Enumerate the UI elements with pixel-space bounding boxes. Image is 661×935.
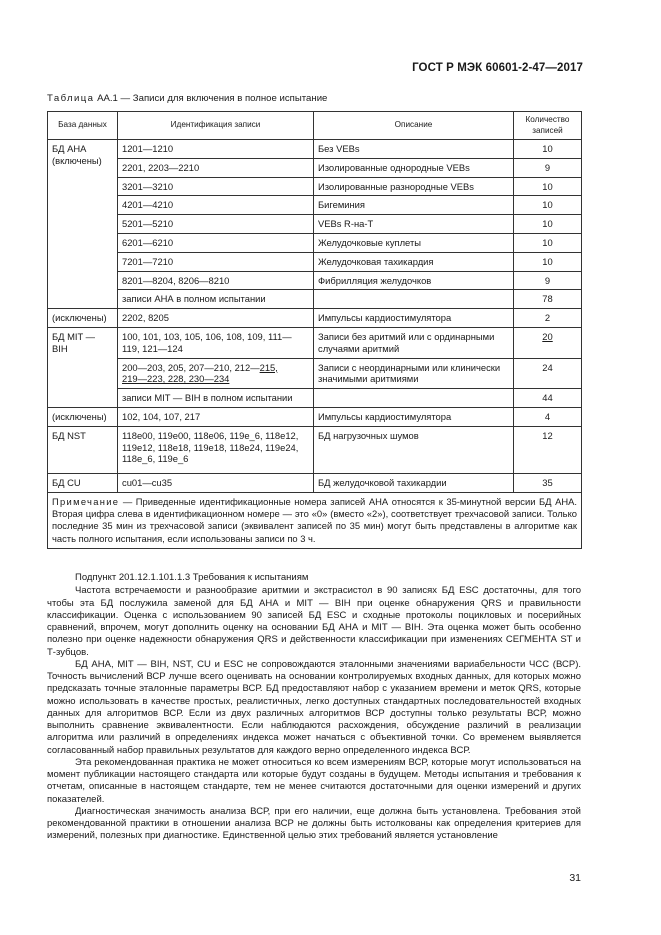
table-row — [48, 358, 582, 389]
count-cell: 2 — [514, 309, 582, 328]
count-value: 20 — [542, 330, 553, 342]
record-id-cell: 1201—1210 — [118, 140, 314, 159]
paragraph: Диагностическая значимость анализа ВСР, при его наличии, еще должна быть установлена. Требования этой рекомендованной практики в отношении анализа ВСР не должны быть истолкованы как определения критериев для измерений, полезных при диагностике. Единственной целью этих требований является установление — [47, 805, 581, 842]
table-row — [48, 158, 582, 177]
description-cell: Импульсы кардиостимулятора — [314, 407, 514, 426]
description-cell: Импульсы кардиостимулятора — [314, 309, 514, 328]
table-row — [48, 309, 582, 328]
table-row — [48, 252, 582, 271]
body-text — [47, 572, 581, 843]
description-cell: БД желудочковой тахикардии — [314, 474, 514, 493]
record-id-cell: 2202, 8205 — [118, 309, 314, 328]
table-row — [48, 140, 582, 159]
record-id-cell: 3201—3210 — [118, 177, 314, 196]
table-note — [48, 492, 582, 548]
header-record-id: Идентификация записи — [118, 112, 314, 140]
db-cell: БД АНА (включены) — [48, 140, 118, 309]
note-label: Примечание — [52, 495, 120, 507]
description-cell: Фибрилляция желудочков — [314, 271, 514, 290]
description-cell: Желудочковая тахикардия — [314, 252, 514, 271]
table-row — [48, 474, 582, 493]
count-cell: 9 — [514, 158, 582, 177]
table-caption-title: АА.1 — Записи для включения в полное испытание — [94, 93, 328, 104]
table-row — [48, 389, 582, 408]
description-cell: Без VEBs — [314, 140, 514, 159]
db-cell: БД CU — [48, 474, 118, 493]
description-cell — [314, 290, 514, 309]
count-cell: 12 — [514, 426, 582, 473]
count-cell: 4 — [514, 407, 582, 426]
table-row — [48, 233, 582, 252]
paragraph: Эта рекомендованная практика не может относиться ко всем измерениям ВСР, которые могут использоваться на момент публикации настоящего стандарта или которые будут созданы в будущем. Методы испытания и требования к отчетам, описанные в настоящем стандарте, тем не менее считаются достаточными для оценки измерений и других показателей. — [47, 756, 581, 805]
count-cell: 10 — [514, 215, 582, 234]
count-cell: 10 — [514, 252, 582, 271]
record-id-cell — [118, 358, 314, 389]
record-id-cell: 6201—6210 — [118, 233, 314, 252]
header-description: Описание — [314, 112, 514, 140]
table-caption-label: Таблица — [47, 93, 95, 104]
record-id-cell: 2201, 2203—2210 — [118, 158, 314, 177]
paragraph: БД АНА, MIT — BIH, NST, CU и ESC не сопровождаются эталонными значениями вариабельности ЧСС (ВСР). Точность вычислений ВСР лучше всего оценивать на основании контролируемых входных данных, для которых можно предсказать точные эталонные параметры ВСР. БД предоставляют набор с указанием времени и меток QRS, которые можно использовать в качестве простых, реалистичных, легко доступных стандартных последовательностей входных данных для алгоритмов ВСР. Если из двух различных алгоритмов ВСР доступны только результаты ВСР, можно выполнить сравнение эквивалентности. Если наблюдаются расхождения, обсуждение различий в реализации алгоритма или различий в определениях индекса может начаться с объективной точки. Со временем выявляется согласованный набор правильных результатов для каждого верно определенного индекса ВСР. — [47, 658, 581, 756]
count-cell: 78 — [514, 290, 582, 309]
description-cell: Записи с неординарными или клинически значимыми аритмиями — [314, 358, 514, 389]
description-cell: Изолированные однородные VEBs — [314, 158, 514, 177]
subtotal-cell: записи АНА в полном испытании — [118, 290, 314, 309]
record-id-cell: 118e00, 119e00, 118e06, 119e_6, 118e12, 119e12, 118e18, 119e18, 118e24, 119e24, 118e_6, 119e_6 — [118, 426, 314, 473]
table-row — [48, 290, 582, 309]
count-cell: 44 — [514, 389, 582, 408]
db-cell: БД MIT — BIH — [48, 327, 118, 407]
record-id-cell: 102, 104, 107, 217 — [118, 407, 314, 426]
subtotal-cell: записи MIT — BIH в полном испытании — [118, 389, 314, 408]
subclause-heading: Подпункт 201.12.1.101.1.3 Требования к испытаниям — [75, 572, 309, 583]
count-cell — [514, 327, 582, 358]
count-cell: 35 — [514, 474, 582, 493]
table-row — [48, 271, 582, 290]
table-note-row — [48, 492, 582, 548]
header-record-count: Количество записей — [514, 112, 582, 140]
record-id-cell: 8201—8204, 8206—8210 — [118, 271, 314, 290]
record-id-part-underlined: 215, — [259, 361, 278, 373]
record-id-cell: 100, 101, 103, 105, 106, 108, 109, 111—119, 121—124 — [118, 327, 314, 358]
header-database: База данных — [48, 112, 118, 140]
description-cell: Записи без аритмий или с ординарными случаями аритмий — [314, 327, 514, 358]
record-id-cell: 5201—5210 — [118, 215, 314, 234]
description-cell: Изолированные разнородные VEBs — [314, 177, 514, 196]
description-cell: Желудочковые куплеты — [314, 233, 514, 252]
count-cell: 9 — [514, 271, 582, 290]
paragraph: Частота встречаемости и разнообразие аритмии и экстрасистол в 90 записях БД ESC достаточны, для того чтобы эта БД послужила заменой для БД АНА и MIT — BIH при оценке обнаружения QRS и правильности классификации. Оценка с использованием 90 записей БД ESC и сходные протоколы поцикловых и посерийных сравнений, впрочем, могут дополнить оценку на основании БД АНА и MIT — BIH. Эта оценка может быть особенно полезно при оценке надежности обнаружения QRS и действенности классификации при изменениях СЕГМЕНТА ST и Т-зубцов. — [47, 585, 581, 658]
description-cell: БД нагрузочных шумов — [314, 426, 514, 473]
document-header: ГОСТ Р МЭК 60601-2-47—2017 — [412, 62, 583, 74]
record-id-cell: 4201—4210 — [118, 196, 314, 215]
count-cell: 10 — [514, 177, 582, 196]
count-cell: 10 — [514, 233, 582, 252]
db-cell: (исключены) — [48, 407, 118, 426]
count-cell: 10 — [514, 140, 582, 159]
db-cell: БД NST — [48, 426, 118, 473]
table-row — [48, 196, 582, 215]
table-row — [48, 215, 582, 234]
db-cell: (исключены) — [48, 309, 118, 328]
description-cell: VEBs R-на-T — [314, 215, 514, 234]
count-cell: 10 — [514, 196, 582, 215]
record-id-cell: 7201—7210 — [118, 252, 314, 271]
record-id-part: 200—203, 205, 207—210, 212— — [122, 361, 260, 373]
note-text: — Приведенные идентификационные номера записей АНА относятся к 35-минутной версии БД АНА. Вторая цифра слева в идентификационном номере — это «0» (вместо «2»), соответствует трехчасовой записи. Только последние 35 мин из трехчасовой записи (эквивалент записей по 35 мин) могут быть представлены в алгоритме как часть полного испытания, если использованы записи по 3 ч. — [52, 495, 577, 544]
table-row — [48, 426, 582, 473]
description-cell: Бигеминия — [314, 196, 514, 215]
record-id-cell: cu01—cu35 — [118, 474, 314, 493]
table-caption — [47, 93, 327, 104]
records-table — [47, 111, 582, 549]
description-cell — [314, 389, 514, 408]
record-id-part-underlined: 219—223, 228, 230—234 — [122, 373, 230, 385]
table-row — [48, 327, 582, 358]
page-number: 31 — [569, 872, 581, 884]
table-header-row — [48, 112, 582, 140]
table-row — [48, 407, 582, 426]
count-cell: 24 — [514, 358, 582, 389]
table-row — [48, 177, 582, 196]
